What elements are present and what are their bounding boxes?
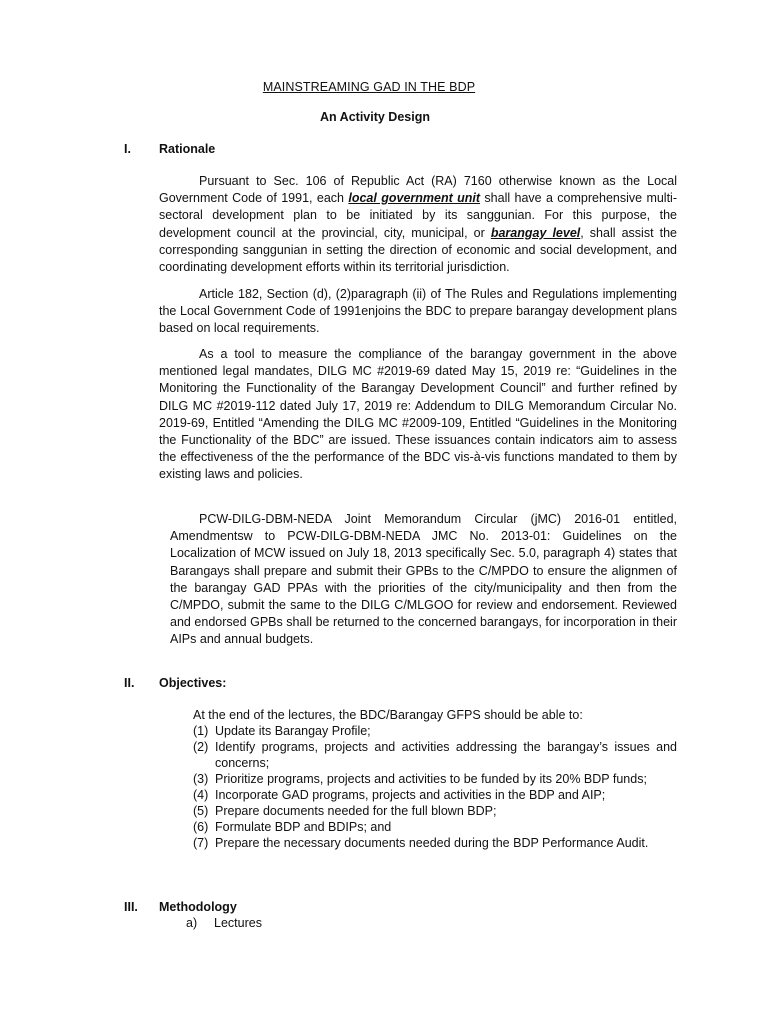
list-item [193,787,677,803]
section-label: Rationale [159,142,216,156]
text-run: PCW-DILG-DBM-NEDA Joint Memorandum Circular (jMC) 2016-01 entitled, Amendmentsw to PCW-DILG-DBM-NEDA JMC No. 2013-01: Guidelines on the Localization of MCW issued on July 18, 2013 specifically Sec. 5.0, paragraph 4) states that Barangays shall prepare and submit their GPBs to the C/MPDO to ensure the alignmen of the barangay GAD PPAs with the priorities of the city/municipality and then from the C/MPDO, submit the same to the DILG C/MLGOO for review and endorsement. Reviewed and endorsed GPBs shall be returned to the concerned barangays, for incorporation in their AIPs and annual budgets. [170,512,677,647]
section-label: Methodology [159,900,237,914]
text-run: As a tool to measure the compliance of the barangay government in the above mentioned legal mandates, DILG MC #2019-69 dated May 15, 2019 re: “Guidelines in the Monitoring the Functionality of the Barangay Development Council” and further refined by DILG MC #2019-112 dated July 17, 2019 re: Addendum to DILG Memorandum Circular No. 2019-69, Entitled “Amending the DILG MC #2009-109, Entitled “Guidelines in the Monitoring the Functionality of the BDC” are issued. These issuances contain indicators aim to assess the effectiveness of the the performance of the BDC vis-à-vis functions mandated to them by existing laws and policies. [159,347,677,482]
section-heading-methodology [124,900,237,914]
methodology-item [186,916,262,930]
rationale-paragraph-3 [159,346,677,484]
list-number: (3) [193,772,209,786]
list-item [193,819,677,835]
section-number: III. [124,900,138,914]
section-heading-objectives [124,676,226,690]
list-text: Update its Barangay Profile; [215,724,371,738]
list-number: (4) [193,788,209,802]
list-text: Identify programs, projects and activities addressing the barangay’s issues and concerns; [215,740,677,770]
emphasis-barangay-level: barangay level [490,225,581,240]
list-text: Prepare the necessary documents needed during the BDP Performance Audit. [215,836,649,850]
section-number: I. [124,142,131,156]
list-text: Prioritize programs, projects and activities to be funded by its 20% BDP funds; [215,772,647,786]
list-number: (7) [193,836,209,850]
list-item [193,835,677,851]
document-subtitle: An Activity Design [320,110,430,124]
section-number: II. [124,676,135,690]
text-run: , shall assist the corresponding sanggunian in setting the direction of economic and social development, and coordinating development efforts within its territorial jurisdiction. [159,225,677,275]
section-label: Objectives: [159,676,227,690]
rationale-paragraph-1 [159,173,677,276]
list-text: Formulate BDP and BDIPs; and [215,820,392,834]
list-number: a) [186,916,198,930]
objectives-intro: At the end of the lectures, the BDC/Barangay GFPS should be able to: [193,708,583,722]
list-text: Incorporate GAD programs, projects and activities in the BDP and AIP; [215,788,606,802]
rationale-paragraph-2 [159,286,677,338]
text-run: shall have a comprehensive multi-sectoral development plan to be initiated by its sanggunian. For this purpose, the development council at the provincial, city, municipal, or [159,191,678,240]
rationale-paragraph-4 [170,511,677,649]
list-number: (1) [193,724,209,738]
list-number: (6) [193,820,209,834]
list-number: (5) [193,804,209,818]
list-item [193,771,677,787]
list-number: (2) [193,740,209,754]
list-item [193,723,677,739]
list-text: Prepare documents needed for the full blown BDP; [215,804,497,818]
list-item [193,803,677,819]
text-run: Pursuant to Sec. 106 of Republic Act (RA) 7160 otherwise known as the Local Government Code of 1991, each [159,174,677,206]
objectives-list [193,723,677,851]
text-run: Article 182, Section (d), (2)paragraph (ii) of The Rules and Regulations implementing the Local Government Code of 1991enjoins the BDC to prepare barangay development plans based on local requirements. [159,287,677,336]
document-title: MAINSTREAMING GAD IN THE BDP [262,80,476,94]
list-item [193,739,677,771]
emphasis-lgu: local government unit [348,191,481,206]
section-heading-rationale [124,142,215,156]
list-text: Lectures [214,916,262,930]
